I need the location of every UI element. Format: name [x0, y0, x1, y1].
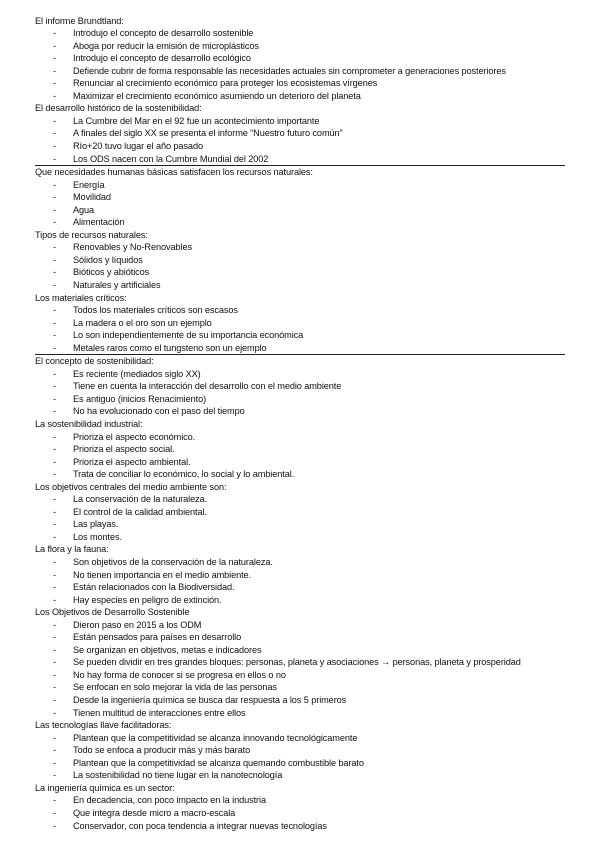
bullet-dash: - — [53, 342, 56, 353]
bullet-dash: - — [53, 695, 56, 706]
bullet-dash: - — [53, 28, 56, 39]
answer-text: Río+20 tuvo lugar el año pasado — [73, 140, 203, 151]
bullet-dash: - — [53, 217, 56, 228]
bullet-dash: - — [53, 619, 56, 630]
bullet-dash: - — [53, 757, 56, 768]
answer-list — [35, 732, 565, 782]
answer-text: Están pensados para países en desarrollo — [73, 632, 242, 643]
answer-list — [35, 619, 565, 719]
bullet-dash: - — [53, 569, 56, 580]
bullet-dash: - — [53, 431, 56, 442]
answer-text: Agua — [73, 204, 95, 215]
answer-text: Los montes. — [73, 531, 122, 542]
answer-item — [35, 681, 565, 694]
answer-item — [35, 241, 565, 254]
answer-text: Trata de conciliar lo económico, lo social y lo ambiental. — [73, 469, 295, 480]
answer-text: Renovables y No-Renovables — [73, 242, 192, 253]
answer-text: Introdujo el concepto de desarrollo sostenible — [73, 28, 254, 39]
bullet-dash: - — [53, 745, 56, 756]
bullet-dash: - — [53, 456, 56, 467]
answer-item — [35, 732, 565, 745]
answer-text: Sólidos y líquidos — [73, 254, 143, 265]
answer-item — [35, 631, 565, 644]
bullet-dash: - — [53, 557, 56, 568]
question-section — [35, 354, 565, 418]
answer-text: Todos los materiales críticos son escasos — [73, 305, 238, 316]
question-section — [35, 229, 565, 292]
bullet-dash: - — [53, 444, 56, 455]
question-section — [35, 102, 565, 165]
answer-item — [35, 506, 565, 519]
answer-text: Defiende cubrir de forma responsable las necesidades actuales sin comprometer a generaciones posteriores — [73, 65, 506, 76]
bullet-dash: - — [53, 128, 56, 139]
answer-item — [35, 594, 565, 607]
answer-item — [35, 493, 565, 506]
answer-list — [35, 304, 565, 354]
answer-item — [35, 254, 565, 267]
answer-text: La sostenibilidad no tiene lugar en la nanotecnología — [73, 770, 283, 781]
answer-text: Prioriza el aspecto social. — [73, 444, 175, 455]
bullet-dash: - — [53, 406, 56, 417]
answer-text: Desde la ingeniería química se busca dar respuesta a los 5 primeros — [73, 695, 347, 706]
answer-text: Tiene en cuenta la interacción del desarrollo con el medio ambiente — [73, 381, 342, 392]
answer-item — [35, 794, 565, 807]
question-section — [35, 543, 565, 606]
answer-text: Introdujo el concepto de desarrollo ecológico — [73, 53, 251, 64]
question-section — [35, 606, 565, 719]
answer-text: Metales raros como el tungsteno son un ejemplo — [73, 342, 267, 353]
question-section — [35, 782, 565, 832]
answer-text: Que integra desde micro a macro-escala — [73, 807, 236, 818]
answer-item — [35, 216, 565, 229]
answer-text: Prioriza el aspecto ambiental. — [73, 456, 191, 467]
question-heading: El informe Brundtland: — [35, 15, 124, 26]
question-list — [35, 15, 565, 833]
answer-item — [35, 405, 565, 418]
question-heading: Tipos de recursos naturales: — [35, 229, 148, 240]
answer-item — [35, 556, 565, 569]
question-section — [35, 719, 565, 782]
bullet-dash: - — [53, 90, 56, 101]
answer-text: Alimentación — [73, 217, 125, 228]
bullet-dash: - — [53, 807, 56, 818]
answer-text: Hay especies en peligro de extinción. — [73, 594, 222, 605]
bullet-dash: - — [53, 115, 56, 126]
answer-text: Son objetivos de la conservación de la naturaleza. — [73, 557, 273, 568]
answer-text: Están relacionados con la Biodiversidad. — [73, 582, 235, 593]
bullet-dash: - — [53, 242, 56, 253]
answer-text: Dieron paso en 2015 a los ODM — [73, 619, 202, 630]
question-section — [35, 165, 565, 229]
answer-text: Energía — [73, 179, 105, 190]
answer-item — [35, 179, 565, 192]
bullet-dash: - — [53, 368, 56, 379]
answer-text: Las playas. — [73, 519, 119, 530]
bullet-dash: - — [53, 469, 56, 480]
bullet-dash: - — [53, 140, 56, 151]
question-heading: Los Objetivos de Desarrollo Sostenible — [35, 607, 190, 618]
answer-item — [35, 279, 565, 292]
answer-text: No hay forma de conocer si se progresa en ellos o no — [73, 669, 286, 680]
answer-list — [35, 556, 565, 606]
answer-text: No tienen importancia en el medio ambiente. — [73, 569, 252, 580]
answer-text: Plantean que la competitividad se alcanza quemando combustible barato — [73, 757, 364, 768]
answer-item — [35, 443, 565, 456]
bullet-dash: - — [53, 506, 56, 517]
answer-text: En decadencia, con poco impacto en la industria — [73, 795, 266, 806]
bullet-dash: - — [53, 795, 56, 806]
bullet-dash: - — [53, 78, 56, 89]
answer-item — [35, 431, 565, 444]
bullet-dash: - — [53, 317, 56, 328]
bullet-dash: - — [53, 279, 56, 290]
bullet-dash: - — [53, 531, 56, 542]
answer-item — [35, 65, 565, 78]
answer-item — [35, 769, 565, 782]
question-section — [35, 292, 565, 355]
question-section — [35, 418, 565, 481]
bullet-dash: - — [53, 820, 56, 831]
answer-list — [35, 27, 565, 102]
answer-text: Es reciente (mediados siglo XX) — [73, 368, 201, 379]
answer-item — [35, 329, 565, 342]
question-heading: Que necesidades humanas básicas satisfacen los recursos naturales: — [35, 167, 313, 178]
bullet-dash: - — [53, 770, 56, 781]
answer-item — [35, 744, 565, 757]
answer-text: Plantean que la competitividad se alcanza innovando tecnológicamente — [73, 732, 358, 743]
answer-item — [35, 115, 565, 128]
answer-item — [35, 531, 565, 544]
answer-item — [35, 581, 565, 594]
answer-item — [35, 393, 565, 406]
question-heading: Los materiales críticos: — [35, 292, 127, 303]
bullet-dash: - — [53, 267, 56, 278]
answer-list — [35, 368, 565, 418]
answer-list — [35, 115, 565, 165]
answer-item — [35, 90, 565, 103]
bullet-dash: - — [53, 40, 56, 51]
answer-item — [35, 820, 565, 833]
answer-text: Los ODS nacen con la Cumbre Mundial del 2002 — [73, 153, 269, 164]
answer-text: El control de la calidad ambiental. — [73, 506, 207, 517]
question-heading: Los objetivos centrales del medio ambiente son: — [35, 481, 227, 492]
bullet-dash: - — [53, 519, 56, 530]
answer-item — [35, 707, 565, 720]
answer-text: Prioriza el aspecto económico. — [73, 431, 196, 442]
answer-text: La madera o el oro son un ejemplo — [73, 317, 212, 328]
answer-text: Aboga por reducir la emisión de microplásticos — [73, 40, 259, 51]
answer-item — [35, 644, 565, 657]
answer-list — [35, 431, 565, 481]
answer-list — [35, 241, 565, 291]
answer-item — [35, 153, 565, 166]
answer-list — [35, 493, 565, 543]
answer-text: Todo se enfoca a producir más y más barato — [73, 745, 251, 756]
answer-text: Tienen multitud de interacciones entre ellos — [73, 707, 246, 718]
question-heading: Las tecnologías llave facilitadoras: — [35, 720, 172, 731]
answer-item — [35, 518, 565, 531]
question-section — [35, 481, 565, 544]
answer-item — [35, 127, 565, 140]
bullet-dash: - — [53, 204, 56, 215]
answer-text: La Cumbre del Mar en el 92 fue un acontecimiento importante — [73, 115, 320, 126]
answer-item — [35, 317, 565, 330]
question-section — [35, 15, 565, 103]
answer-item — [35, 52, 565, 65]
bullet-dash: - — [53, 179, 56, 190]
answer-text: No ha evolucionado con el paso del tiempo — [73, 406, 245, 417]
answer-item — [35, 266, 565, 279]
answer-item — [35, 304, 565, 317]
answer-text: Naturales y artificiales — [73, 279, 161, 290]
answer-text: Renunciar al crecimiento económico para proteger los ecosistemas vírgenes — [73, 78, 378, 89]
answer-item — [35, 191, 565, 204]
answer-text: Se pueden dividir en tres grandes bloques: personas, planeta y asociaciones → personas, planeta y prosperidad — [73, 657, 521, 668]
question-heading: El desarrollo histórico de la sostenibilidad: — [35, 103, 202, 114]
answer-list — [35, 794, 565, 832]
answer-text: A finales del siglo XX se presenta el informe “Nuestro futuro común” — [73, 128, 343, 139]
answer-text: Se enfocan en solo mejorar la vida de las personas — [73, 682, 277, 693]
answer-text: Movilidad — [73, 192, 111, 203]
answer-text: Maximizar el crecimiento económico asumiendo un deterioro del planeta — [73, 90, 361, 101]
answer-item — [35, 342, 565, 355]
answer-item — [35, 656, 565, 669]
bullet-dash: - — [53, 682, 56, 693]
answer-item — [35, 456, 565, 469]
answer-text: Conservador, con poca tendencia a integrar nuevas tecnologías — [73, 820, 327, 831]
answer-item — [35, 468, 565, 481]
answer-item — [35, 807, 565, 820]
answer-item — [35, 140, 565, 153]
answer-item — [35, 204, 565, 217]
answer-text: Bióticos y abióticos — [73, 267, 150, 278]
bullet-dash: - — [53, 707, 56, 718]
bullet-dash: - — [53, 305, 56, 316]
bullet-dash: - — [53, 594, 56, 605]
answer-item — [35, 669, 565, 682]
answer-item — [35, 380, 565, 393]
bullet-dash: - — [53, 644, 56, 655]
bullet-dash: - — [53, 153, 56, 164]
question-heading: El concepto de sostenibilidad: — [35, 356, 154, 367]
bullet-dash: - — [53, 669, 56, 680]
answer-text: Se organizan en objetivos, metas e indicadores — [73, 644, 262, 655]
answer-text: Es antiguo (inicios Renacimiento) — [73, 393, 207, 404]
bullet-dash: - — [53, 494, 56, 505]
answer-item — [35, 40, 565, 53]
bullet-dash: - — [53, 732, 56, 743]
answer-item — [35, 569, 565, 582]
answer-list — [35, 179, 565, 229]
answer-text: Lo son independientemente de su importancia económica — [73, 330, 304, 341]
answer-item — [35, 694, 565, 707]
answer-item — [35, 77, 565, 90]
answer-item — [35, 27, 565, 40]
question-heading: La ingeniería química es un sector: — [35, 782, 175, 793]
bullet-dash: - — [53, 582, 56, 593]
bullet-dash: - — [53, 657, 56, 668]
bullet-dash: - — [53, 330, 56, 341]
bullet-dash: - — [53, 393, 56, 404]
bullet-dash: - — [53, 381, 56, 392]
answer-item — [35, 757, 565, 770]
answer-item — [35, 368, 565, 381]
question-heading: La sostenibilidad industrial: — [35, 419, 143, 429]
answer-item — [35, 619, 565, 632]
bullet-dash: - — [53, 192, 56, 203]
answer-text: La conservación de la naturaleza. — [73, 494, 208, 505]
bullet-dash: - — [53, 254, 56, 265]
question-heading: La flora y la fauna: — [35, 544, 109, 555]
bullet-dash: - — [53, 53, 56, 64]
bullet-dash: - — [53, 632, 56, 643]
bullet-dash: - — [53, 65, 56, 76]
